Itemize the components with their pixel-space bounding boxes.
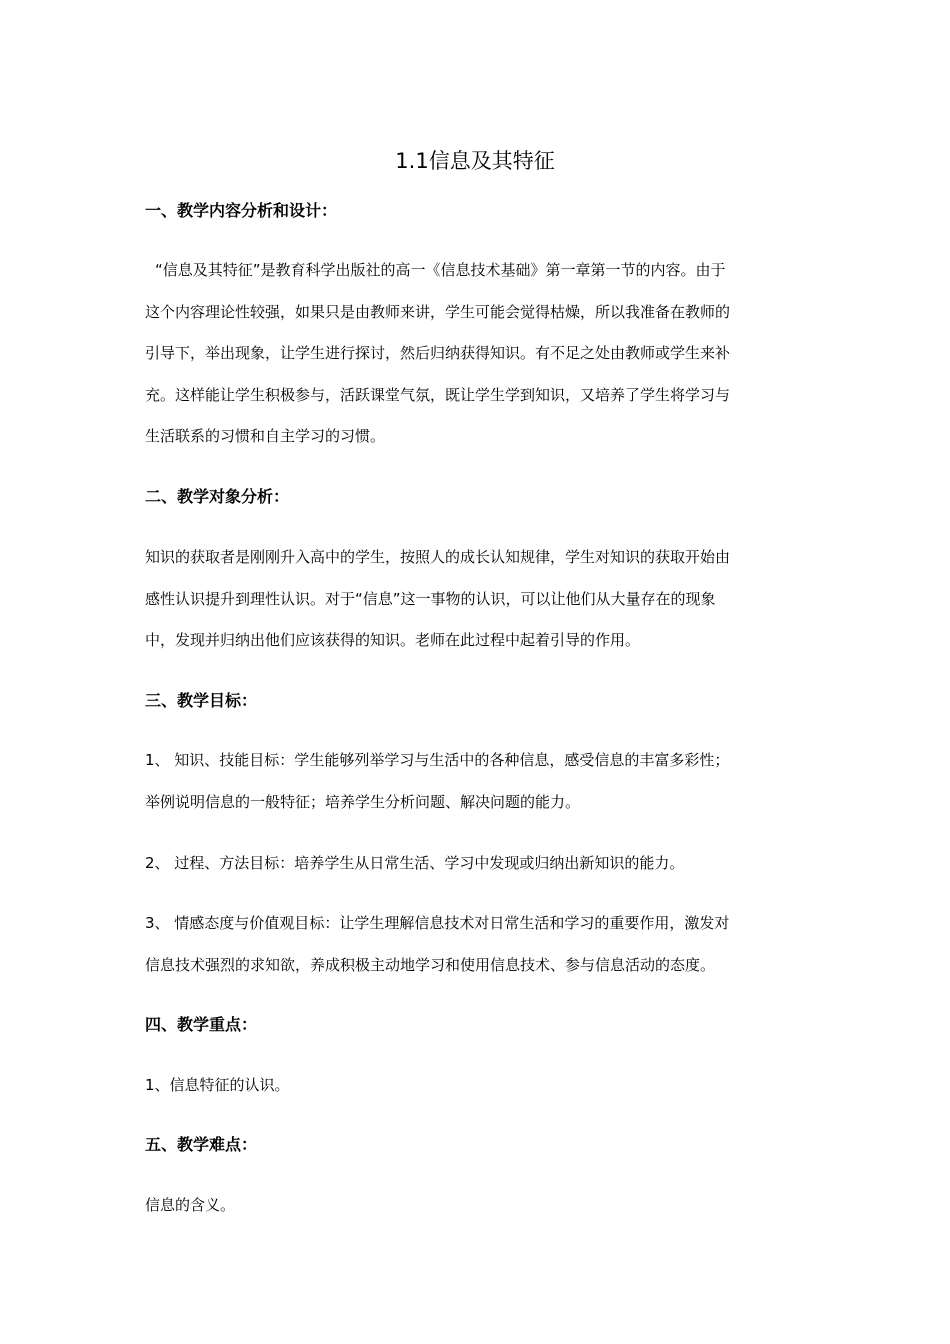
paragraph-difficulties [145,1185,805,1227]
paragraph-line: 知识的获取者是刚刚升入高中的学生，按照人的成长认知规律，学生对知识的获取开始由 [145,548,731,566]
paragraph-content-analysis [145,250,815,458]
paragraph-line: 引导下，举出现象，让学生进行探讨，然后归纳获得知识。有不足之处由教师或学生来补 [145,344,731,362]
document-title: 1.1信息及其特征 [395,149,555,173]
paragraph-line: 生活联系的习惯和自主学习的习惯。 [145,427,386,445]
paragraph-line: 这个内容理论性较强，如果只是由教师来讲，学生可能会觉得枯燥，所以我准备在教师的 [145,302,731,321]
paragraph-line: 3、 情感态度与价值观目标：让学生理解信息技术对日常生活和学习的重要作用，激发对 [145,914,730,932]
paragraph-line: 中，发现并归纳出他们应该获得的知识。老师在此过程中起着引导的作用。 [145,631,641,649]
section-heading-difficulties: 五、教学难点： [145,1135,258,1154]
section-heading-teaching-goals: 三、教学目标： [145,691,258,710]
paragraph-line: 信息技术强烈的求知欲，养成积极主动地学习和使用信息技术、参与信息活动的态度。 [145,955,716,974]
paragraph-line: 1、信息特征的认识。 [145,1076,290,1094]
paragraph-line: 举例说明信息的一般特征；培养学生分析问题、解决问题的能力。 [145,792,581,811]
section-heading-key-points: 四、教学重点： [145,1015,258,1034]
paragraph-key-points [145,1065,805,1107]
paragraph-line: 感性认识提升到理性认识。对于“信息”这一事物的认识，可以让他们从大量存在的现象 [145,589,716,608]
paragraph-line: 信息的含义。 [145,1196,236,1214]
goal-item-2 [145,843,805,885]
goal-item-3 [145,903,805,986]
paragraph-line: 1、 知识、技能目标：学生能够列举学习与生活中的各种信息，感受信息的丰富多彩性； [145,751,730,769]
paragraph-audience-analysis [145,537,805,662]
goal-item-1 [145,740,805,823]
paragraph-line: 充。这样能让学生积极参与，活跃课堂气氛，既让学生学到知识，又培养了学生将学习与 [145,385,731,404]
paragraph-line: 2、 过程、方法目标：培养学生从日常生活、学习中发现或归纳出新知识的能力。 [145,854,685,872]
paragraph-line: “信息及其特征”是教育科学出版社的高一《信息技术基础》第一章第一节的内容。由于 [155,261,726,279]
section-heading-content-analysis: 一、教学内容分析和设计： [145,201,338,220]
section-heading-audience-analysis: 二、教学对象分析： [145,487,290,506]
